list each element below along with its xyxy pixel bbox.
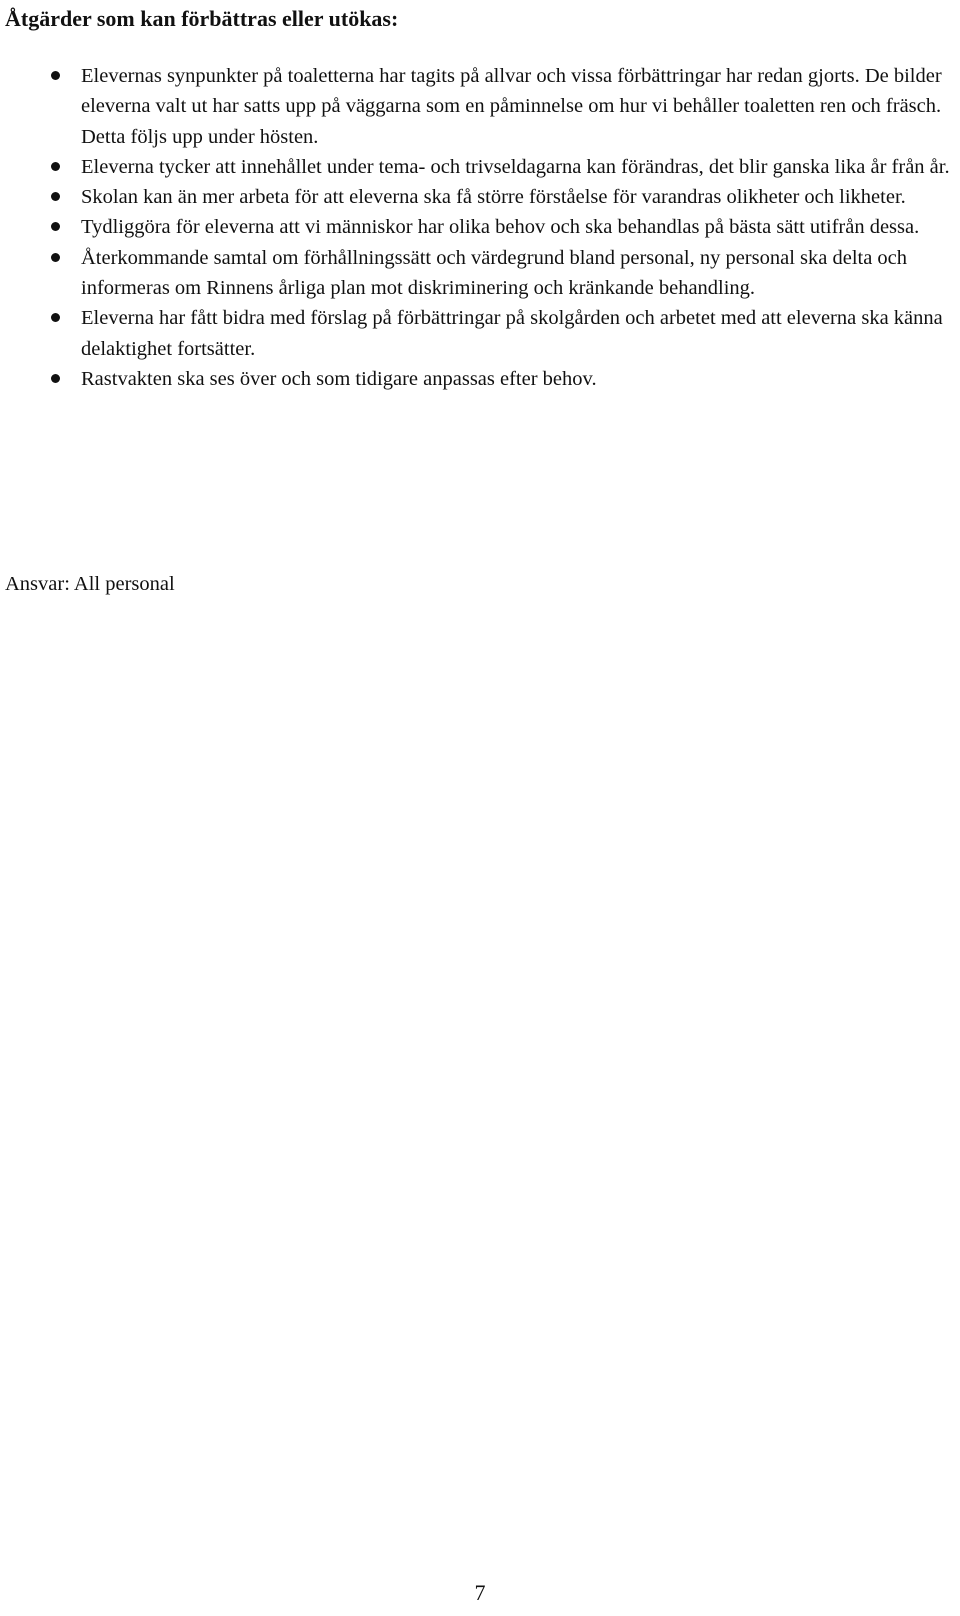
section-heading: Åtgärder som kan förbättras eller utökas: bbox=[5, 6, 399, 31]
list-item-text: Eleverna har fått bidra med förslag på förbättringar på skolgården och arbetet med att eleverna ska känna delaktighet fortsätter. bbox=[81, 307, 943, 360]
page-number: 7 bbox=[474, 1580, 486, 1605]
bullet-icon bbox=[51, 313, 60, 322]
bullet-icon bbox=[51, 374, 60, 383]
list-item bbox=[0, 61, 955, 152]
bullet-icon bbox=[51, 192, 60, 201]
action-list bbox=[0, 61, 955, 394]
list-item bbox=[0, 364, 955, 394]
bullet-icon bbox=[51, 222, 60, 231]
bullet-icon bbox=[51, 71, 60, 80]
list-item bbox=[0, 182, 955, 212]
list-item-text: Eleverna tycker att innehållet under tema- och trivseldagarna kan förändras, det blir ganska lika år från år. bbox=[81, 155, 950, 178]
list-item-text: Återkommande samtal om förhållningssätt och värdegrund bland personal, ny personal ska delta och informeras om Rinnens årliga plan mot diskriminering och kränkande behandling. bbox=[81, 246, 908, 300]
list-item-text: Tydliggöra för eleverna att vi människor har olika behov och ska behandlas på bästa sätt utifrån dessa. bbox=[81, 216, 920, 239]
list-item bbox=[0, 243, 955, 304]
list-item bbox=[0, 152, 955, 182]
list-item bbox=[0, 212, 955, 242]
bullet-icon bbox=[51, 253, 60, 262]
list-item-text: Elevernas synpunkter på toaletterna har tagits på allvar och vissa förbättringar har redan gjorts. De bilder eleverna valt ut har satts upp på väggarna som en påminnelse om hur vi behåller toaletten ren och fräsch. Detta följs upp under hösten. bbox=[81, 65, 942, 148]
list-item-text: Skolan kan än mer arbeta för att eleverna ska få större förståelse för varandras olikheter och likheter. bbox=[81, 186, 906, 209]
responsibility-note: Ansvar: All personal bbox=[5, 573, 175, 595]
bullet-icon bbox=[51, 162, 60, 171]
list-item bbox=[0, 303, 955, 364]
list-item-text: Rastvakten ska ses över och som tidigare anpassas efter behov. bbox=[81, 367, 597, 390]
